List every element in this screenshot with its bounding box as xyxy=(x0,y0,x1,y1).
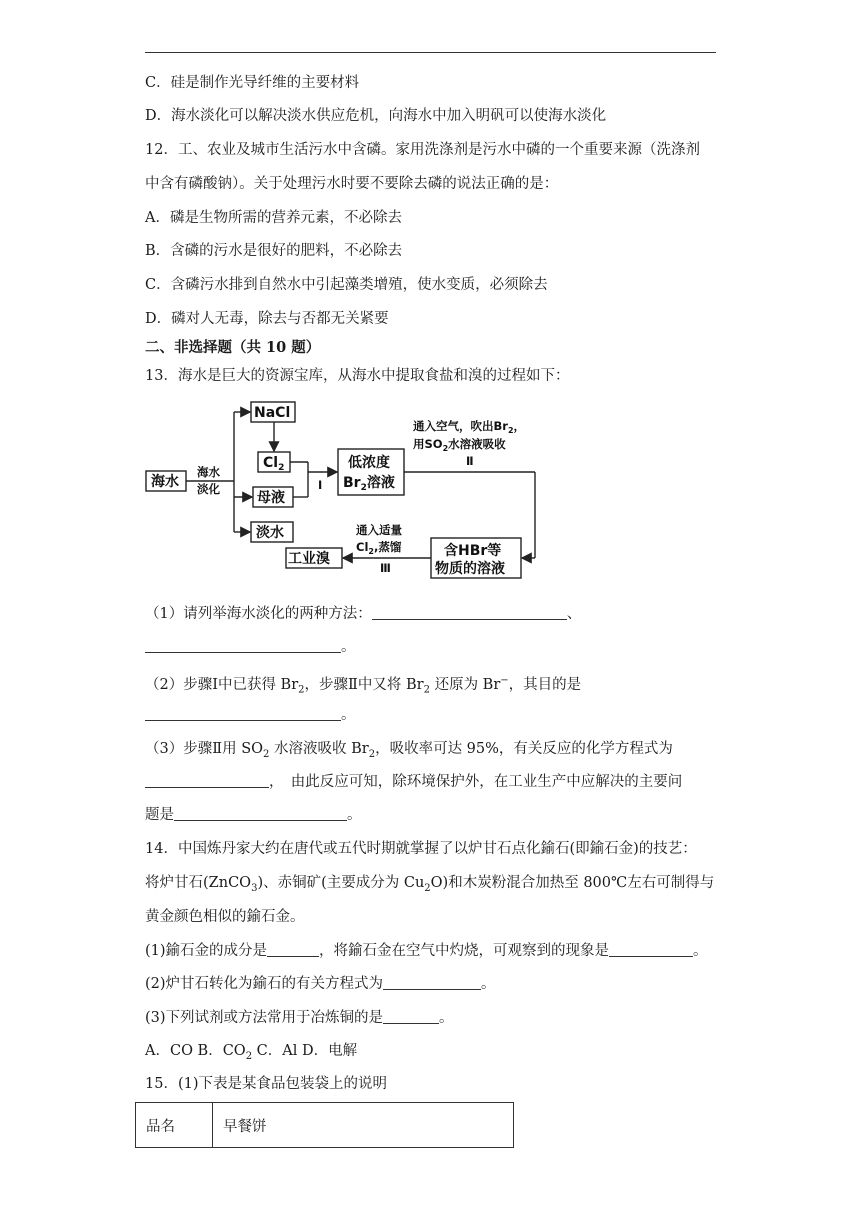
q13-part2: （2）步骤Ⅰ中已获得 $Br_2$，步骤Ⅱ中又将 $Br_2$ 还原为 Br−，其目的是 xyxy=(145,675,582,696)
cl2-label: $Cl_2$ xyxy=(263,455,285,473)
desal-label-line1: 海水 xyxy=(197,465,220,479)
q13-part1-cont: 。 xyxy=(145,638,356,656)
answer-blank[interactable] xyxy=(145,638,341,653)
step2-label-line2: 用$SO_2$水溶液吸收 xyxy=(413,437,506,453)
q12-option-b: B．含磷的污水是很好的肥料，不必除去 xyxy=(145,243,403,259)
hbr-label-line1: 含HBr等 xyxy=(444,543,502,559)
table-row xyxy=(136,1103,514,1148)
q13-part3-cont: ， 由此反应可知，除环境保护外，在工业生产中应解决的主要问 xyxy=(145,773,682,791)
low-br2-label-line1: 低浓度 xyxy=(348,455,390,471)
table-cell-value: 早餐饼 xyxy=(213,1103,514,1148)
answer-blank[interactable] xyxy=(145,773,269,788)
q13-part3-end: 题是 。 xyxy=(145,807,362,823)
seawater-label: 海水 xyxy=(151,474,179,490)
section-heading: 二、非选择题（共 10 题） xyxy=(145,339,321,356)
q12-option-a: A．磷是生物所需的营养元素，不必除去 xyxy=(145,210,402,226)
q14-options: A．CO B．$CO_2$ C．Al D．电解 xyxy=(145,1043,358,1062)
step3-label-line1: 通入适量 xyxy=(356,523,402,537)
mother-liquor-label: 母液 xyxy=(257,490,285,506)
step1-label: Ⅰ xyxy=(318,478,323,492)
q14-part1: (1)鍮石金的成分是 ，将鍮石金在空气中灼烧，可观察到的现象是 。 xyxy=(145,943,708,959)
step2-label: Ⅱ xyxy=(466,454,474,468)
q14-part2: (2)炉甘石转化为鍮石的有关方程式为 。 xyxy=(145,976,496,992)
q13-stem: 13．海水是巨大的资源宝库，从海水中提取食盐和溴的过程如下： xyxy=(145,368,570,384)
fresh-water-label: 淡水 xyxy=(256,525,284,541)
q14-part3: (3)下列试剂或方法常用于冶炼铜的是 。 xyxy=(145,1010,454,1026)
answer-blank[interactable] xyxy=(267,942,319,957)
food-package-table xyxy=(135,1102,514,1148)
header-rule xyxy=(145,52,716,53)
step3-label-line2: $Cl_2$,蒸馏 xyxy=(356,540,402,556)
hbr-label-line2: 物质的溶液 xyxy=(435,561,505,577)
q12-stem-line2: 中含有磷酸钠）。关于处理污水时要不要除去磷的说法正确的是： xyxy=(145,176,559,192)
q12-stem-line1: 12．工、农业及城市生活污水中含磷。家用洗涤剂是污水中磷的一个重要来源（洗涤剂 xyxy=(145,142,700,158)
industrial-bromine-label: 工业溴 xyxy=(288,551,330,567)
q13-part1: （1）请列举海水淡化的两种方法： 、 xyxy=(145,606,582,622)
answer-blank[interactable] xyxy=(174,806,347,821)
q14-stem-line1: 14．中国炼丹家大约在唐代或五代时期就掌握了以炉甘石点化鍮石(即鍮石金)的技艺： xyxy=(145,841,697,857)
nacl-label: NaCl xyxy=(254,405,291,421)
answer-blank[interactable] xyxy=(383,975,481,990)
desal-label-line2: 淡化 xyxy=(197,482,220,496)
q11-option-c: C．硅是制作光导纤维的主要材料 xyxy=(145,75,360,91)
bromine-extraction-flowchart xyxy=(140,398,560,580)
q12-option-d: D．磷对人无毒，除去与否都无关紧要 xyxy=(145,311,389,327)
step2-label-line1: 通入空气，吹出$Br_2$， xyxy=(413,419,526,435)
q11-option-d: D．海水淡化可以解决淡水供应危机，向海水中加入明矾可以使海水淡化 xyxy=(145,108,607,124)
answer-blank[interactable] xyxy=(145,706,341,721)
answer-blank[interactable] xyxy=(372,605,567,620)
q13-part2-cont: 。 xyxy=(145,706,356,724)
q15-stem: 15．(1)下表是某食品包装袋上的说明 xyxy=(145,1076,387,1092)
q14-stem-line2: 将炉甘石(ZnCO$_3$)、赤铜矿(主要成分为 $Cu_2O$)和木炭粉混合加热至 800℃左右可制得与 xyxy=(145,875,715,894)
step3-label: Ⅲ xyxy=(380,561,391,575)
low-br2-label-line2: $Br_2$溶液 xyxy=(343,475,395,493)
table-cell-label: 品名 xyxy=(136,1103,213,1148)
answer-blank[interactable] xyxy=(383,1009,439,1024)
q12-option-c: C．含磷污水排到自然水中引起藻类增殖，使水变质，必须除去 xyxy=(145,277,548,293)
q13-part3: （3）步骤Ⅱ用 $SO_2$ 水溶液吸收 $Br_2$，吸收率可达 95%，有关反应的化学方程式为 xyxy=(145,741,673,760)
q14-stem-line3: 黄金颜色相似的鍮石金。 xyxy=(145,909,305,925)
answer-blank[interactable] xyxy=(609,942,693,957)
